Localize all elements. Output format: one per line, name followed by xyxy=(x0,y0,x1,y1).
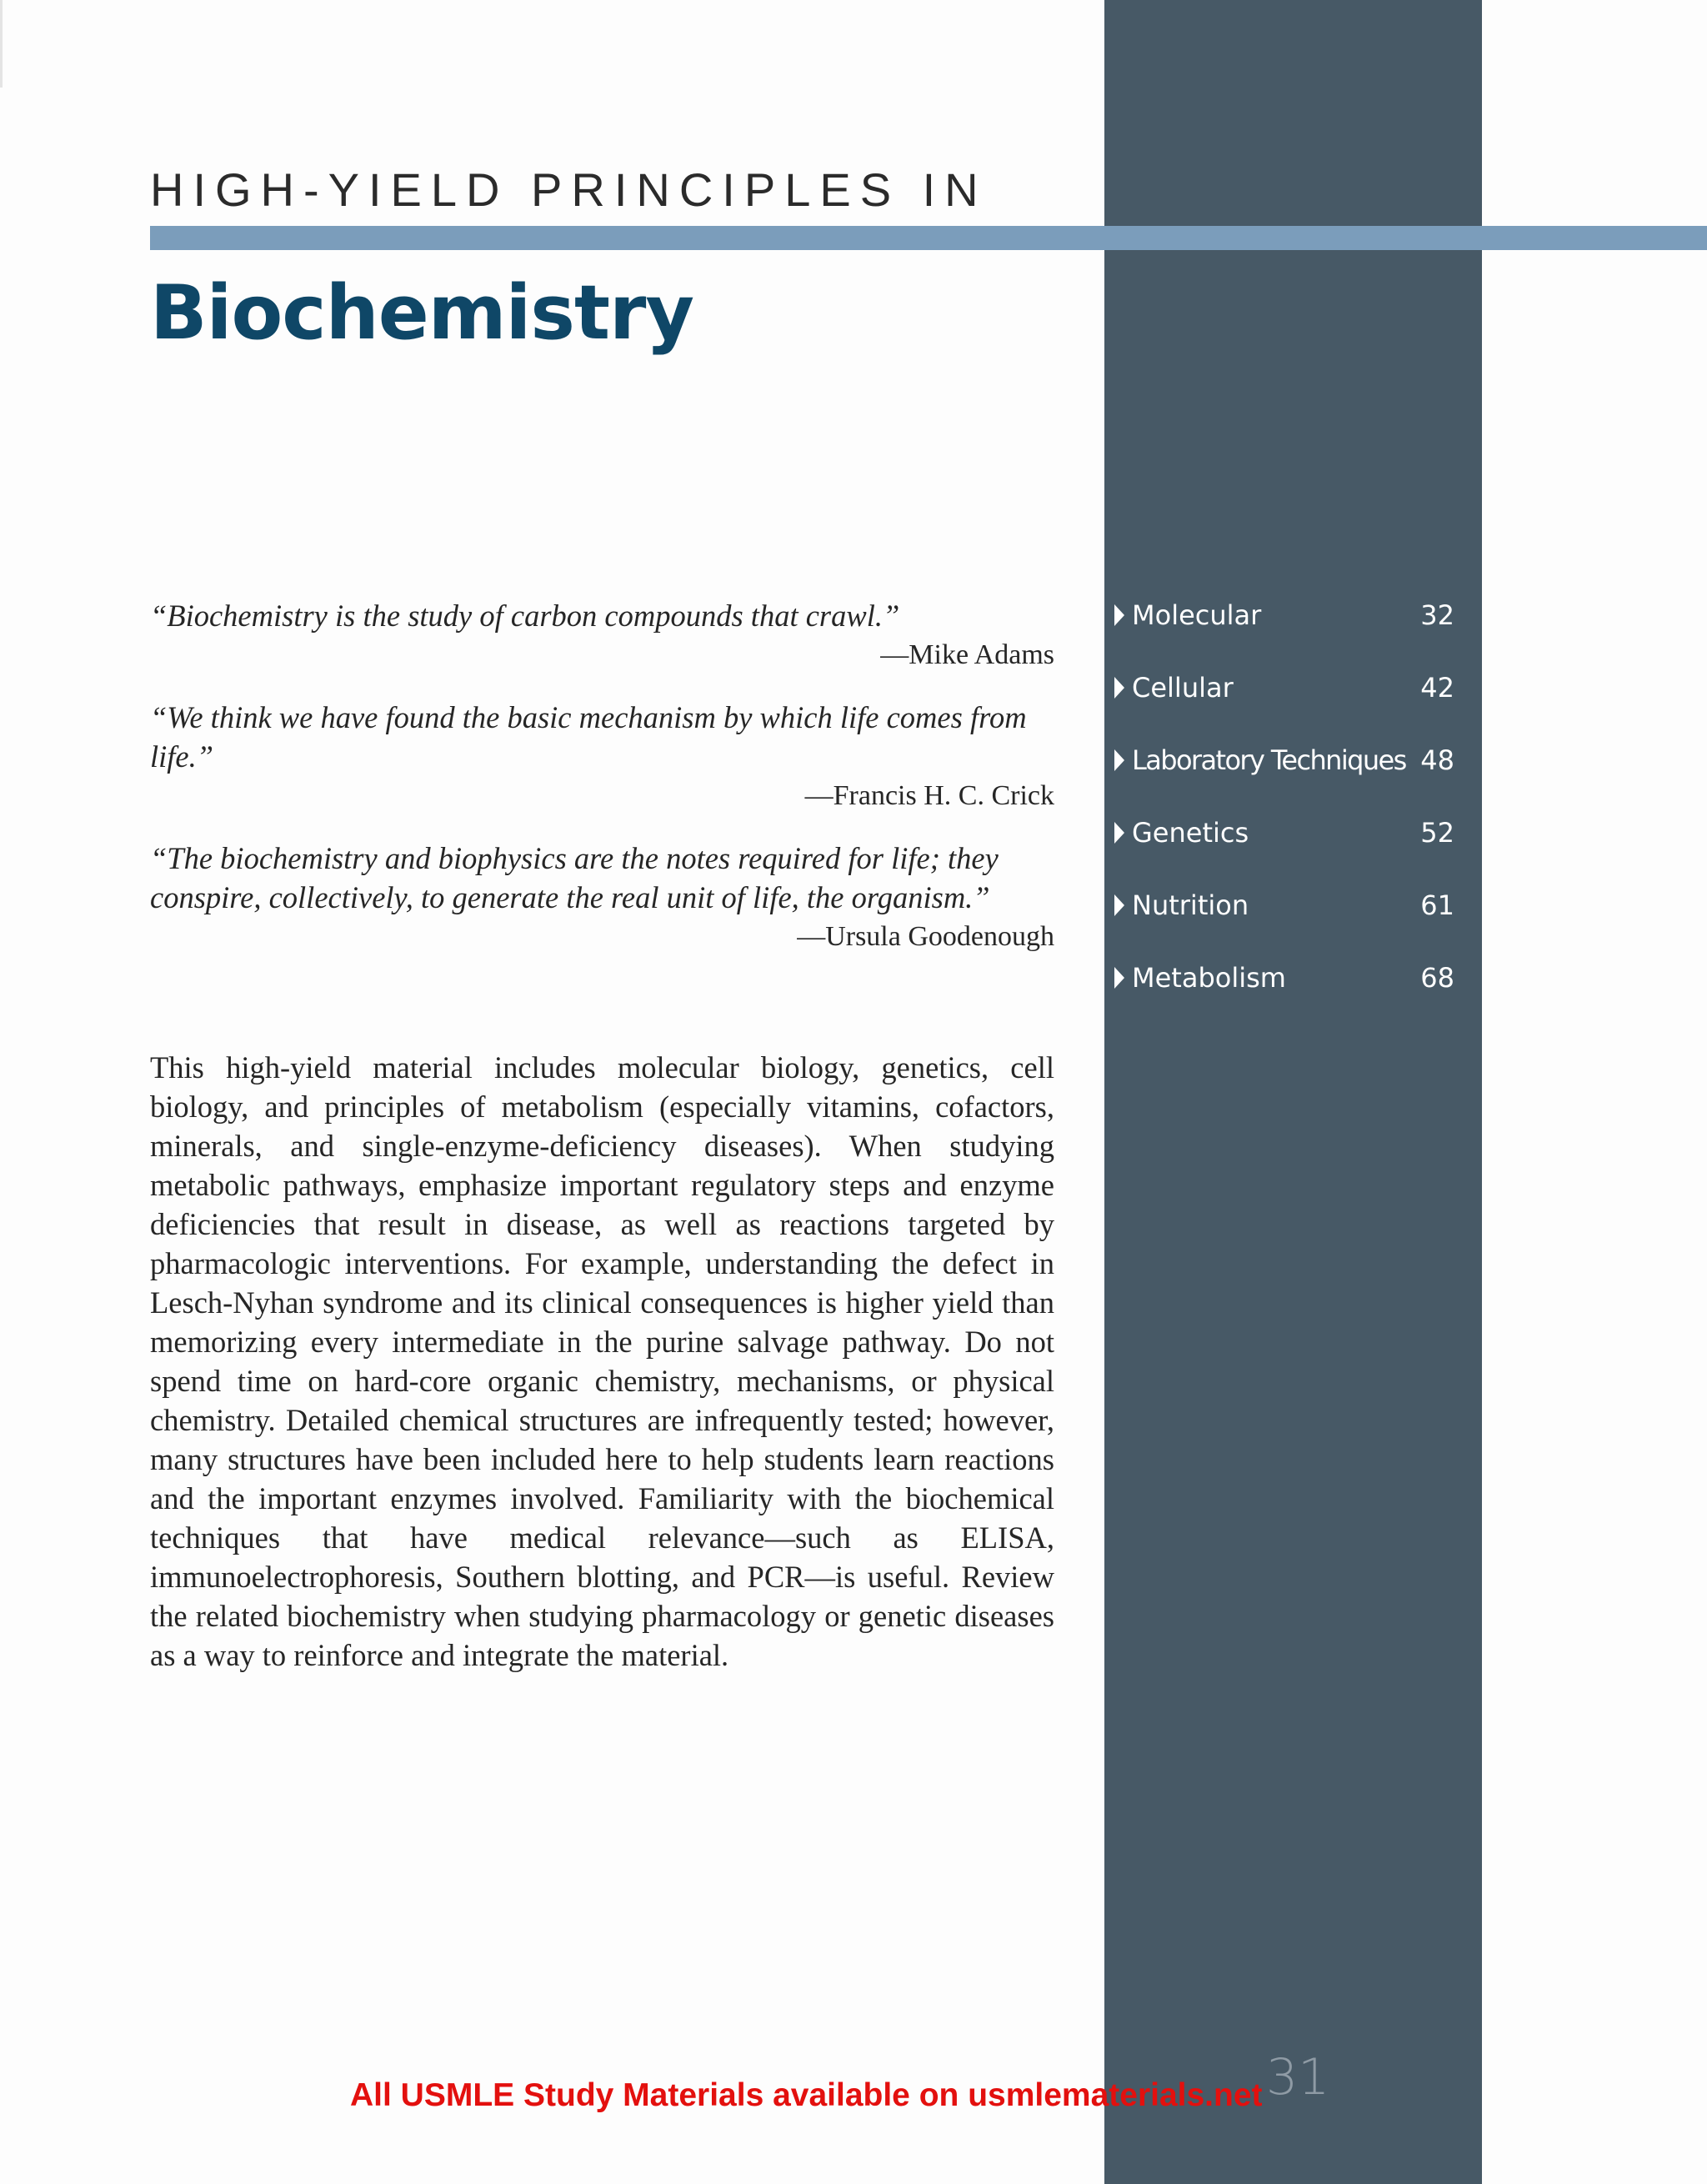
toc-item-molecular[interactable] xyxy=(1114,594,1454,666)
chapter-toc xyxy=(1114,594,1454,1029)
header-rule-bar xyxy=(150,226,1707,250)
quote-block xyxy=(150,596,1054,674)
quote-block xyxy=(150,698,1054,815)
triangle-right-icon xyxy=(1114,822,1124,844)
toc-item-label: Metabolism xyxy=(1132,962,1286,994)
toc-item-label: Nutrition xyxy=(1132,889,1249,921)
chapter-title: Biochemistry xyxy=(150,269,694,357)
toc-item-page: 48 xyxy=(1420,744,1454,776)
intro-paragraph: This high-yield material includes molecular biology, genetics, cell biology, and principles of metabolism (especially vitamins, cofactors, minerals, and single-enzyme-deficiency diseases). When studying metabolic pathways, emphasize important regulatory steps and enzyme deficiencies that result in disease, as well as reactions targeted by pharmacologic interventions. For example, understanding the defect in Lesch-Nyhan syndrome and its clinical consequences is higher yield than memorizing every intermediate in the purine salvage pathway. Do not spend time on hard-core organic chemistry, mechanisms, or physical chemistry. Detailed chemical structures are infrequently tested; however, many structures have been included here to help students learn reactions and the important enzymes involved. Familiarity with the biochemical techniques that have medical relevance—such as ELISA, immunoelectrophoresis, Southern blotting, and PCR—is useful. Review the related biochemistry when studying pharmacology or genetic diseases as a way to reinforce and integrate the material. xyxy=(150,1050,1054,1672)
triangle-right-icon xyxy=(1114,677,1124,699)
triangle-right-icon xyxy=(1114,604,1124,626)
quote-author: —Francis H. C. Crick xyxy=(804,780,1054,811)
toc-item-page: 52 xyxy=(1420,817,1454,849)
toc-item-cellular[interactable] xyxy=(1114,666,1454,739)
epigraph-quotes xyxy=(150,596,1054,956)
quote-text: “The biochemistry and biophysics are the notes required for life; they conspire, collectively, to generate the real unit of life, the organism.” xyxy=(150,841,999,914)
page-edge-mark xyxy=(0,0,3,88)
toc-item-label: Laboratory Techniques xyxy=(1132,744,1406,776)
toc-item-page: 68 xyxy=(1420,962,1454,994)
toc-item-page: 32 xyxy=(1420,599,1454,631)
quote-author: —Mike Adams xyxy=(880,639,1054,670)
toc-item-metabolism[interactable] xyxy=(1114,956,1454,1029)
chapter-supertitle: HIGH-YIELD PRINCIPLES IN xyxy=(150,163,988,216)
toc-sidebar-panel xyxy=(1104,0,1482,2184)
quote-text: “We think we have found the basic mechanism by which life comes from life.” xyxy=(150,700,1027,774)
toc-item-page: 61 xyxy=(1420,889,1454,921)
toc-item-label: Genetics xyxy=(1132,817,1249,849)
page-number: 31 xyxy=(1266,2048,1330,2106)
quote-text: “Biochemistry is the study of carbon compounds that crawl.” xyxy=(150,599,900,633)
triangle-right-icon xyxy=(1114,749,1124,771)
quote-block xyxy=(150,839,1054,956)
triangle-right-icon xyxy=(1114,894,1124,916)
toc-item-nutrition[interactable] xyxy=(1114,884,1454,956)
quote-author: —Ursula Goodenough xyxy=(797,921,1054,952)
watermark-link[interactable]: All USMLE Study Materials available on usmlematerials.net xyxy=(350,2077,1263,2113)
toc-item-page: 42 xyxy=(1420,672,1454,704)
toc-item-laboratory-techniques[interactable] xyxy=(1114,739,1454,811)
toc-item-label: Molecular xyxy=(1132,599,1262,631)
triangle-right-icon xyxy=(1114,967,1124,989)
toc-item-label: Cellular xyxy=(1132,672,1234,704)
toc-item-genetics[interactable] xyxy=(1114,811,1454,884)
